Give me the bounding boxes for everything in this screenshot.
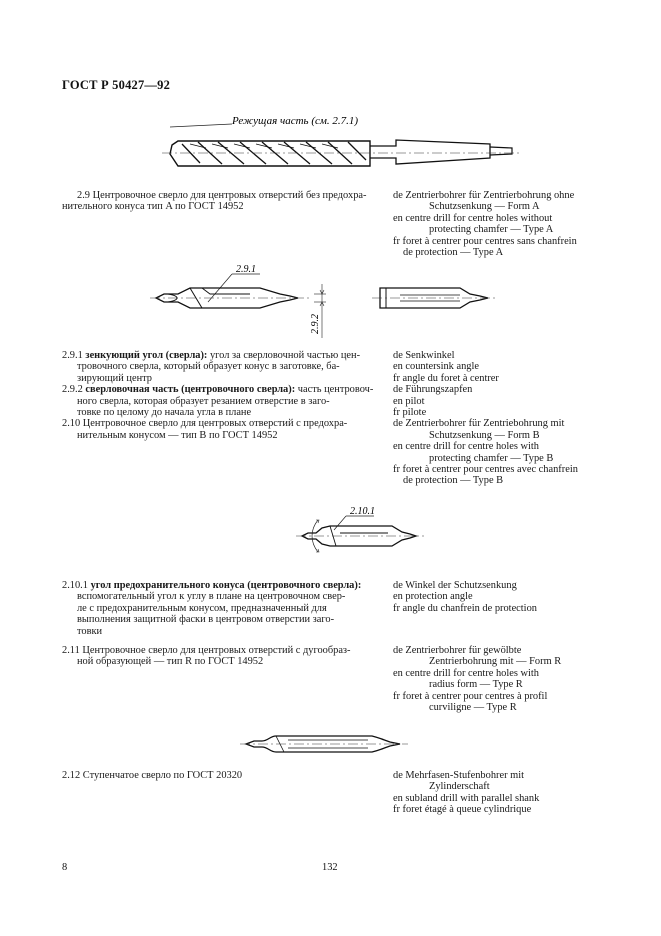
section-2-12 <box>62 770 382 781</box>
term-line: fr angle du foret à centrer <box>393 372 499 384</box>
s291-rest: угол за сверловочной частью цен- <box>207 350 361 361</box>
s2101-num: 2.10.1 <box>62 580 88 591</box>
s212-line: 2.12 Ступенчатое сверло по ГОСТ 20320 <box>62 770 243 781</box>
term-line: de protection — Type A <box>403 247 504 259</box>
page-number-left: 8 <box>62 862 68 873</box>
section-2-9-1-2-9-2-2-10 <box>62 350 382 441</box>
term-line: en protection angle <box>393 591 473 603</box>
term-line: curviligne — Type R <box>429 702 517 714</box>
term-line: de protection — Type B <box>403 475 504 487</box>
term-line: Zylinderschaft <box>429 781 490 793</box>
s292-line: ного сверла, которая образует резанием отверстие в заго- <box>77 395 330 407</box>
figure-label-2-10-1: 2.10.1 <box>350 506 375 517</box>
term-line: fr foret à centrer pour centres à profil <box>393 690 548 702</box>
figure-label-2-9-2: 2.9.2 <box>310 314 321 334</box>
term-line: fr foret à centrer pour centres sans chanfrein <box>393 235 577 247</box>
term-line: en centre drill for centre holes with <box>393 667 539 679</box>
term-line: de Führungszapfen <box>393 384 473 396</box>
s2101-term: угол предохранительного конуса (центровочного сверла): <box>90 580 362 591</box>
term-line: de Mehrfasen-Stufenbohrer mit <box>393 770 524 781</box>
s2101-line: вспомогательный угол к углу в плане на центровочном свер- <box>77 591 346 603</box>
term-line: protecting chamfer — Type B <box>429 452 554 464</box>
term-line: fr angle du chanfrein de protection <box>393 602 537 614</box>
term-line: en pilot <box>393 395 425 407</box>
s292-rest: часть центровоч- <box>295 384 374 396</box>
term-line: Schutzsenkung — Form B <box>429 429 540 441</box>
term-line: de Senkwinkel <box>393 350 455 361</box>
section-2-9 <box>62 190 382 213</box>
figure-centre-drill-type-r <box>240 724 410 764</box>
s29-terms <box>393 190 623 258</box>
s2101-line: выполнения защитной фаски в центровом отверстии заго- <box>77 614 335 626</box>
s211-line-1: 2.11 Центровочное сверло для центровых отверстий с дугообраз- <box>62 645 351 656</box>
s291-line: зирующий центр <box>77 372 152 384</box>
s291-term: зенкующий угол (сверла): <box>85 350 208 361</box>
s292-term: сверловочная часть (центровочного сверла): <box>85 384 296 396</box>
s2101-line: ле с предохранительным конусом, предназначенный для <box>77 602 327 614</box>
term-line: fr foret à centrer pour centres avec chanfrein <box>393 464 578 476</box>
term-line: en subland drill with parallel shank <box>393 792 540 804</box>
terms-mid <box>393 350 623 487</box>
s211-line-2: ной образующей — тип R по ГОСТ 14952 <box>77 656 264 668</box>
term-line: de Winkel der Schutzsenkung <box>393 580 517 591</box>
term-line: Zentrierbohrung mit — Form R <box>429 656 562 668</box>
term-line: de Zentrierbohrer für Zentriebohrung mit <box>393 418 565 430</box>
s212-terms <box>393 770 623 816</box>
s2101-terms <box>393 580 623 614</box>
term-line: en countersink angle <box>393 361 479 373</box>
page-number-center: 132 <box>322 862 338 873</box>
s210-line-1: 2.10 Центровочное сверло для центровых отверстий с предохра- <box>62 418 348 430</box>
term-line: de Zentrierbohrer für Zentrierbohrung ohne <box>393 190 575 201</box>
s291-num: 2.9.1 <box>62 350 83 361</box>
s291-line: тровочного сверла, который образует конус в заготовке, ба- <box>77 361 340 373</box>
figure-label-cutting-part: Режущая часть (см. 2.7.1) <box>232 115 359 127</box>
term-line: fr foret étagé à queue cylindrique <box>393 804 532 816</box>
figure-twist-drill-taper-shank <box>160 108 530 178</box>
s211-terms <box>393 645 623 713</box>
term-line: protecting chamfer — Type A <box>429 224 554 236</box>
s210-line-2: нительным конусом — тип B по ГОСТ 14952 <box>77 429 278 441</box>
figure-label-2-9-1: 2.9.1 <box>236 264 256 275</box>
section-2-10-1 <box>62 580 382 637</box>
term-line: radius form — Type R <box>429 679 523 691</box>
s29-line-2: нительного конуса тип A по ГОСТ 14952 <box>62 201 244 213</box>
s292-num: 2.9.2 <box>62 384 83 396</box>
term-line: en centre drill for centre holes with <box>393 441 539 453</box>
term-line: fr pilote <box>393 407 427 419</box>
figure-centre-drill-type-b <box>296 500 426 570</box>
term-line: de Zentrierbohrer für gewölbte <box>393 645 522 656</box>
s29-line-1: 2.9 Центровочное сверло для центровых отверстий без предохра- <box>77 190 367 201</box>
document-header: ГОСТ Р 50427—92 <box>62 78 171 92</box>
figure-centre-drill-type-a <box>150 262 510 342</box>
term-line: en centre drill for centre holes without <box>393 212 553 224</box>
s292-line: товке по целому до начала угла в плане <box>77 407 252 419</box>
s2101-line: товки <box>77 625 103 637</box>
term-line: Schutzsenkung — Form A <box>429 201 540 213</box>
section-2-11 <box>62 645 382 668</box>
